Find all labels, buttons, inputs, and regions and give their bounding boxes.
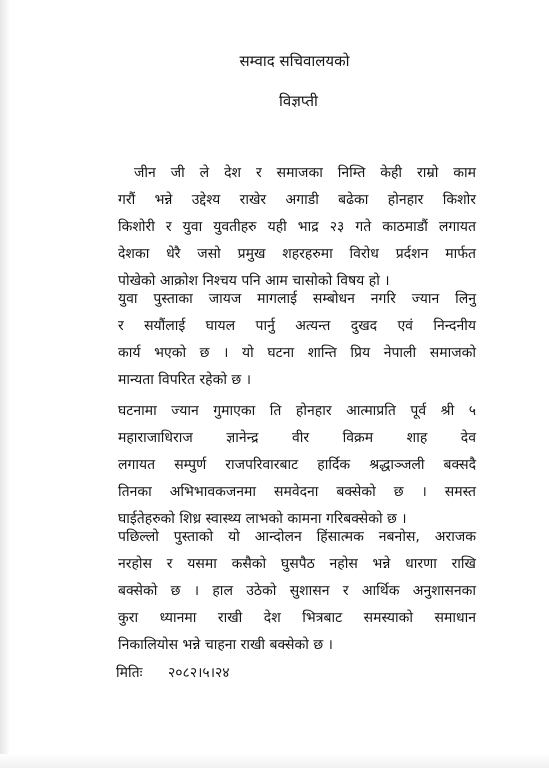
paragraph-line: महाराजाधिराज ज्ञानेन्द्र वीर विक्रम शाह देव [118,430,476,446]
paragraph-youth-movement [118,160,476,295]
paragraph-line: र सयौंलाई घायल पार्नु अत्यन्त दुखद एवं निन्दनीय [118,318,476,334]
paragraph-line: तिनका अभिभावकजनमा समवेदना बक्सेको छ । समस्त [118,484,476,500]
date-label: मितिः [116,665,143,681]
paragraph-condemnation [118,286,476,394]
date-row [116,660,230,687]
paragraph-condolence [118,398,476,533]
paragraph-line: युवा पुस्ताका जायज मागलाई सम्बोधन नगरि ज्यान लिनु [118,291,476,307]
page-bottom-edge [0,754,549,768]
date-value: २०८२।५।२४ [168,665,230,681]
paragraph-line: निकालियोस भन्ने चाहना राखी बक्सेको छ । [118,637,333,653]
paragraph-line: कुरा ध्यानमा राखी देश भित्रबाट समस्याको समाधान [118,610,476,626]
paragraph-line: कार्य भएको छ । यो घटना शान्ति प्रिय नेपाली समाजको [118,345,476,361]
paragraph-wish [118,524,476,659]
paragraph-line: गरौं भन्ने उद्देश्य राखेर अगाडी बढेका होनहार किशोर [118,192,476,208]
paragraph-line: नरहोस र यसमा कसैको घुसपैठ नहोस भन्ने धारणा राखि [118,556,476,572]
paragraph-line: लगायत सम्पुर्ण राजपरिवारबाट हार्दिक श्रद्धाञ्जली बक्सदै [118,457,476,473]
paragraph-line: देशका धेरै जसो प्रमुख शहरहरुमा विरोध प्रर्दशन मार्फत [118,246,476,262]
paragraph-line: किशोरी र युवा युवतीहरु यही भाद्र २३ गते काठमाडौं लगायत [118,219,476,235]
paragraph-line: बक्सेको छ । हाल उठेको सुशासन र आर्थिक अनुशासनका [118,583,476,599]
paragraph-line: जीन जी ले देश र समाजका निम्ति केही राम्रो काम [134,165,476,181]
paragraph-line: घटनामा ज्यान गुमाएका ति होनहार आत्माप्रति पूर्व श्री ५ [118,403,476,419]
notice-title: विज्ञप्ती [279,92,318,110]
paragraph-line: पोखेको आक्रोश निश्चय पनि आम चासोको विषय हो । [118,273,390,289]
paragraph-line: मान्यता विपरित रहेको छ । [118,372,252,388]
paragraph-line: घाईतेहरुको शिध्र स्वास्थ्य लाभको कामना गरिबक्सेको छ । [118,511,407,527]
paragraph-line: पछिल्लो पुस्ताको यो आन्दोलन हिंसात्मक नबनोस, अराजक [118,529,476,545]
office-title: सम्वाद सचिवालयको [239,52,350,70]
